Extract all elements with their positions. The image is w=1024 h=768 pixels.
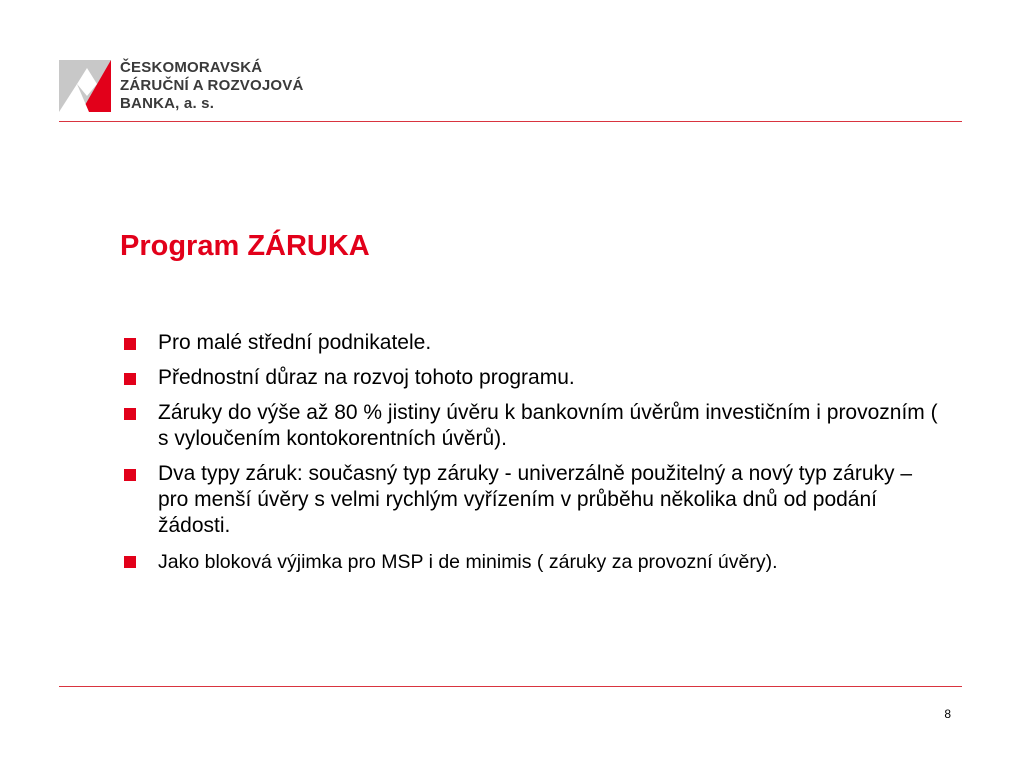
square-bullet-icon [124,338,136,350]
bullet-item [120,548,940,576]
page-number: 8 [944,707,951,721]
square-bullet-icon [124,373,136,385]
cmzrb-logo-icon [59,60,111,112]
slide-title: Program ZÁRUKA [120,230,370,262]
bullet-list [120,330,940,585]
bullet-text: Dva typy záruk: současný typ záruky - univerzálně použitelný a nový typ záruky – pro menší úvěry s velmi rychlým vyřízením v průběhu několika dnů od podání žádosti. [158,462,913,537]
bullet-item [120,461,940,539]
logo-line-1: ČESKOMORAVSKÁ [120,59,263,76]
logo-line-2: ZÁRUČNÍ A ROZVOJOVÁ [120,77,304,94]
header-divider [59,121,962,122]
square-bullet-icon [124,469,136,481]
bullet-item [120,365,940,391]
footer-divider [59,686,962,687]
bullet-item [120,400,940,452]
logo-line-3: BANKA, a. s. [120,95,215,112]
bullet-text: Jako bloková výjimka pro MSP i de minimis ( záruky za provozní úvěry). [158,551,778,573]
bullet-text: Záruky do výše až 80 % jistiny úvěru k bankovním úvěrům investičním i provozním ( s vyloučením kontokorentních úvěrů). [158,401,938,450]
bullet-text: Přednostní důraz na rozvoj tohoto programu. [158,366,575,389]
square-bullet-icon [124,556,136,568]
square-bullet-icon [124,408,136,420]
logo-wordmark [120,59,304,113]
bullet-text: Pro malé střední podnikatele. [158,331,432,354]
bullet-item [120,330,940,356]
